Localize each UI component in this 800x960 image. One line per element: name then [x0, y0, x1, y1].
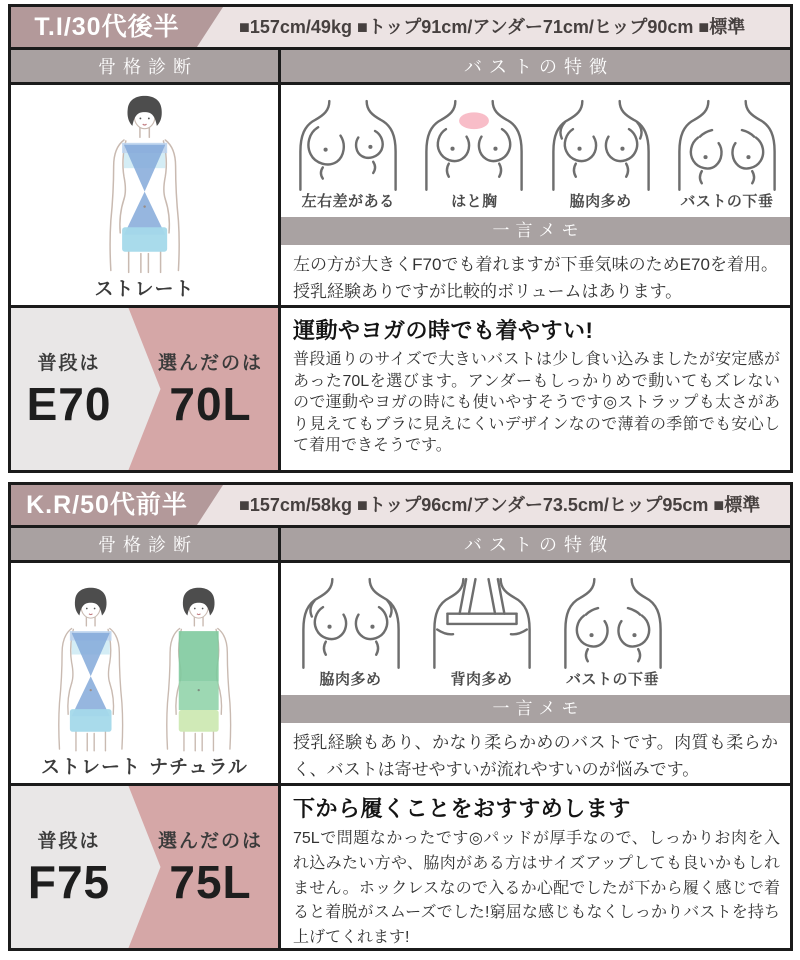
size-after-value: 75L — [169, 856, 252, 909]
skeleton-type-label: ストレート — [41, 757, 142, 778]
review-card-1 — [8, 4, 793, 473]
memo-text: 授乳経験もあり、かなり柔らかめのバストです。肉質も柔らかく、バストは寄せやすいが流れやすいのが悩みです。 — [293, 732, 778, 779]
size-before-value: E70 — [26, 378, 112, 431]
card-header — [11, 7, 790, 50]
bust-column-title: バストの特徴 — [464, 535, 614, 555]
bust-figure-row — [281, 563, 790, 690]
bust-features-cell — [281, 563, 790, 783]
profile-name: T.I/30代後半 — [34, 13, 180, 41]
bust-feature-sag — [664, 87, 790, 212]
bust-feature-side-fat — [538, 87, 664, 212]
skeleton-diagnosis-cell — [11, 563, 281, 783]
result-row — [11, 786, 790, 948]
skeleton-figure-straight — [41, 586, 141, 780]
size-after-block — [143, 786, 278, 948]
size-after-block — [143, 308, 278, 470]
bust-figure-row — [281, 85, 790, 212]
size-after-value: 70L — [169, 378, 252, 431]
size-after-label: 選んだのは — [157, 831, 263, 853]
review-body: 75Lで問題なかったです◎パッドが厚手なので、しっかりお肉を入れ込みたい方や、脇肉がある方はサイズアップしても良いかもしれません。ホックレスなので入るか心配でしたが下から履く感じで着ると着脱がスムーズでした!窮屈な感じもなくしっかりバストを持ち上げてくれます! — [293, 830, 780, 947]
review — [281, 308, 790, 470]
bust-feature-label: 背肉多め — [450, 670, 513, 688]
skeleton-type-label: ストレート — [94, 279, 195, 300]
memo-title-bar: 一言メモ — [281, 217, 790, 245]
diagnosis-row — [11, 563, 790, 786]
result-row — [11, 308, 790, 470]
size-before-label: 普段は — [37, 831, 101, 853]
review-body: 普段通りのサイズで大きいバストは少し食い込みましたが安定感があった70Lを選びます。アンダーもしっかりめで動いてもズレないので運動やヨガの時にも使いやすそうです◎ストラップも太さがあり見えてもブラに見えにくいデザインなので薄着の季節でも安心して着用できそうです。 — [293, 351, 780, 455]
bust-feature-label: 脇肉多め — [319, 670, 382, 688]
skeleton-column-title: 骨格診断 — [11, 50, 281, 82]
bust-feature-pigeon — [411, 87, 537, 212]
body-measurements: ■157cm/49kg ■トップ91cm/アンダー71cm/ヒップ90cm ■標準 — [239, 17, 746, 37]
bust-feature-sag — [547, 565, 678, 690]
skeleton-figure-natural — [149, 586, 248, 780]
size-before-value: F75 — [27, 856, 111, 909]
review-title: 下から履くことをおすすめします — [293, 796, 631, 821]
size-comparison — [11, 786, 281, 948]
skeleton-column-title: 骨格診断 — [11, 528, 281, 560]
skeleton-type-label: ナチュラル — [149, 757, 248, 778]
bust-column-title: バストの特徴 — [464, 57, 614, 77]
bust-feature-label: バストの下垂 — [680, 192, 774, 210]
memo-text: 左の方が大きくF70でも着れますが下垂気味のためE70を着用。授乳経験ありですが比較的ボリュームはあります。 — [293, 254, 778, 301]
review-card-2 — [8, 482, 793, 951]
column-headers — [11, 50, 790, 85]
bust-feature-label: はと胸 — [451, 192, 498, 210]
skeleton-figure-straight — [93, 94, 196, 302]
bust-feature-side-fat — [285, 565, 416, 690]
skeleton-diagnosis-cell — [11, 85, 281, 305]
memo-title-bar: 一言メモ — [281, 695, 790, 723]
size-comparison — [11, 308, 281, 470]
column-headers — [11, 528, 790, 563]
size-before-label: 普段は — [37, 353, 101, 375]
review — [281, 786, 790, 948]
body-measurements: ■157cm/58kg ■トップ96cm/アンダー73.5cm/ヒップ95cm ■標準 — [239, 495, 761, 515]
bust-features-cell — [281, 85, 790, 305]
review-title: 運動やヨガの時でも着やすい! — [293, 318, 594, 343]
size-after-label: 選んだのは — [157, 353, 263, 375]
size-before-block — [11, 786, 127, 948]
diagnosis-row — [11, 85, 790, 308]
card-header — [11, 485, 790, 528]
bust-feature-asymmetric — [285, 87, 411, 212]
bust-feature-label: 脇肉多め — [569, 192, 632, 210]
bust-feature-label: 左右差がある — [301, 192, 395, 210]
size-before-block — [11, 308, 127, 470]
bust-feature-back-fat — [416, 565, 547, 690]
bust-feature-label: バストの下垂 — [565, 670, 659, 688]
profile-name: K.R/50代前半 — [26, 491, 188, 519]
